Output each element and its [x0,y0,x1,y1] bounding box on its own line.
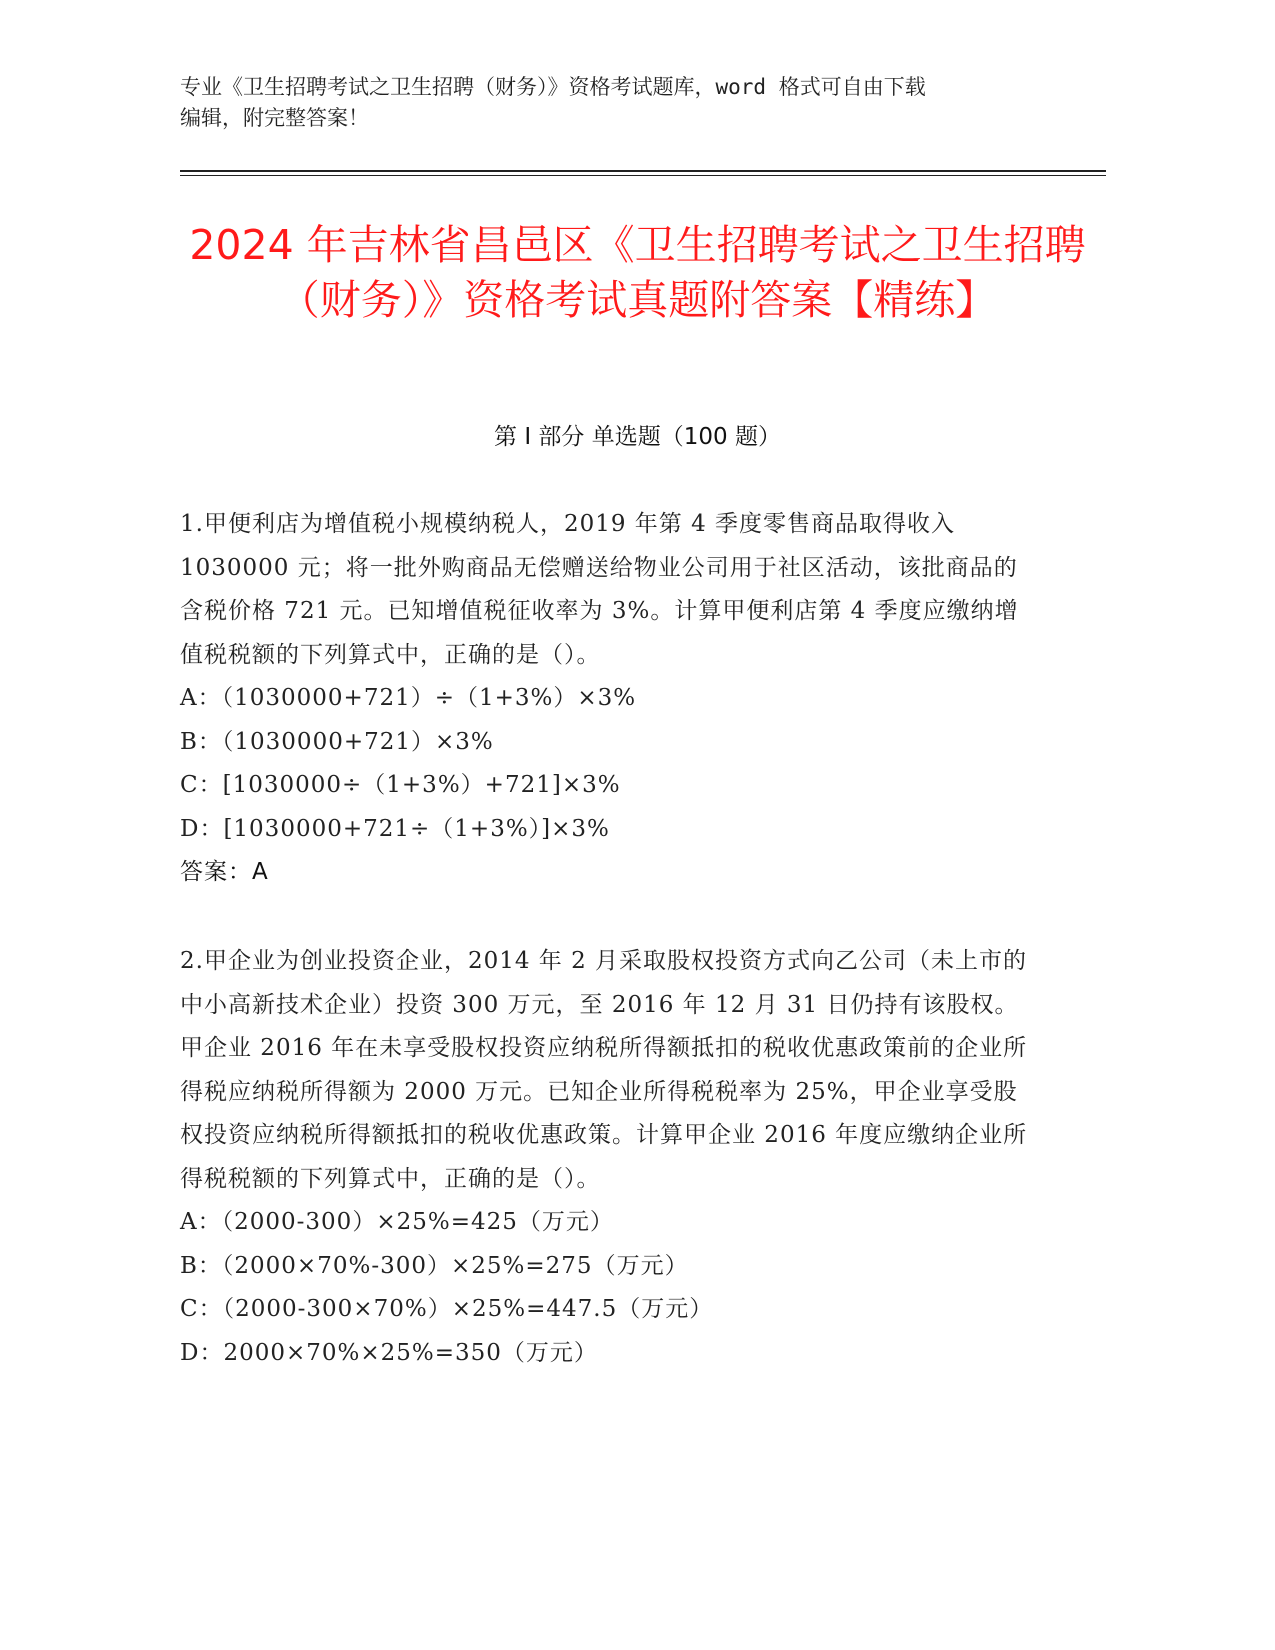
option-b: B：（1030000+721）×3% [180,728,494,755]
question-1 [180,503,1040,895]
section-heading: 第 I 部分 单选题（100 题） [494,424,781,450]
header-divider-thick [180,170,1106,172]
question-2 [180,940,1040,1375]
option-a: A：（2000-300）×25%=425（万元） [180,1209,614,1235]
document-title: 2024 年吉林省昌邑区《卫生招聘考试之卫生招聘（财务）》资格考试真题附答案【精练】 [189,221,1086,324]
question-stem: 2.甲企业为创业投资企业，2014 年 2 月采取股权投资方式向乙公司（未上市的中小高新技术企业）投资 300 万元，至 2016 年 12 月 31 日仍持有该股权。甲企业 2016 年在未享受股权投资应纳税所得额抵扣的税收优惠政策前的企业所得税应纳税所得额为 2000 万元。已知企业所得税税率为 25%，甲企业享受股权投资应纳税所得额抵扣的税收优惠政策。计算甲企业 2016 年度应缴纳企业所得税税额的下列算式中，正确的是（）。 [180,948,1028,1192]
header-line-2: 编辑，附完整答案！ [180,106,369,130]
header-divider-thin [180,175,1106,176]
option-c: C：（2000-300×70%）×25%=447.5（万元） [180,1296,714,1322]
option-d: D：[1030000+721÷（1+3%）]×3% [180,815,610,842]
option-b: B：（2000×70%-300）×25%=275（万元） [180,1252,689,1279]
option-a: A：（1030000+721）÷（1+3%）×3% [180,685,637,711]
option-c: C：[1030000÷（1+3%）+721]×3% [180,772,621,798]
header-line-1: 专业《卫生招聘考试之卫生招聘（财务）》资格考试题库，word 格式可自由下载 [180,75,926,99]
question-stem: 1.甲便利店为增值税小规模纳税人，2019 年第 4 季度零售商品取得收入 1030000 元；将一批外购商品无偿赠送给物业公司用于社区活动，该批商品的含税价格 721 元。已知增值税征收率为 3%。计算甲便利店第 4 季度应缴纳增值税税额的下列算式中，正确的是（）。 [180,511,1019,668]
answer-line: 答案：A [180,859,269,885]
option-d: D：2000×70%×25%=350（万元） [180,1339,598,1366]
header-note [180,72,1080,134]
